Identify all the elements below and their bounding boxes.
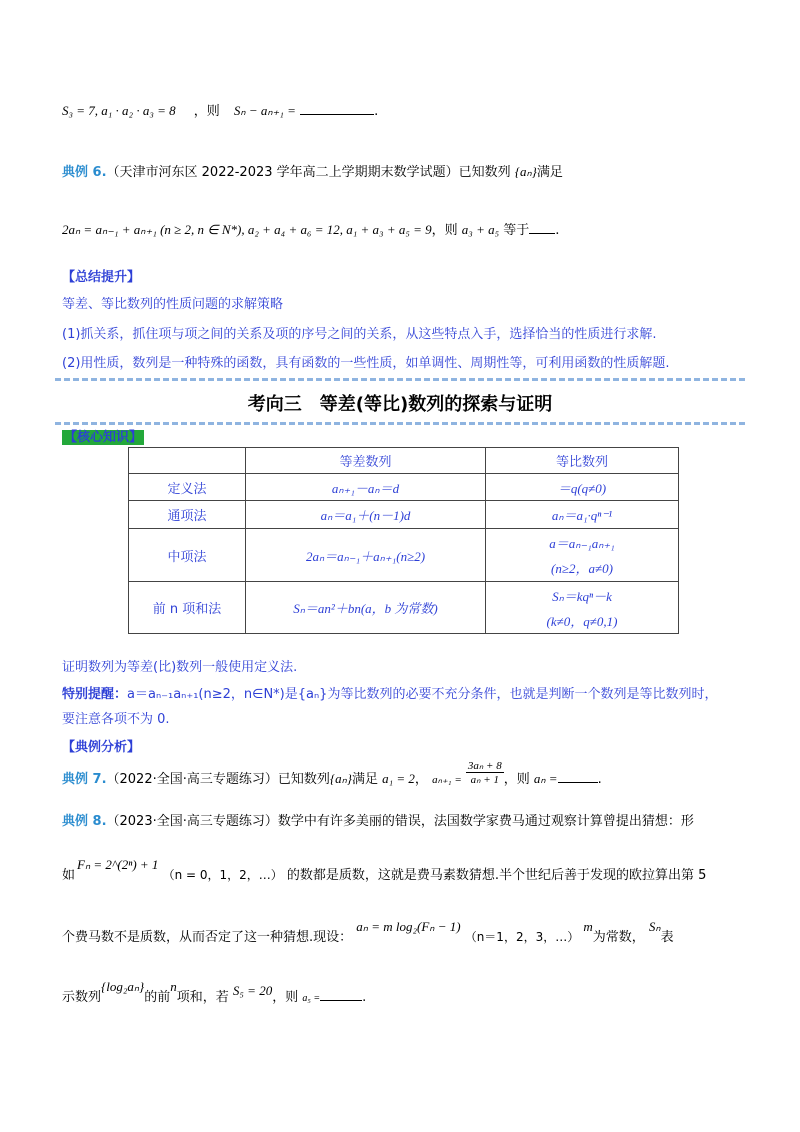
example-8-text: （2023·全国·高三专题练习）数学中有许多美丽的错误，法国数学家费马通过观察计算曾提出猜想：形	[106, 814, 694, 829]
equals-word: 等于	[503, 223, 530, 238]
example-8-line-3	[62, 919, 674, 945]
sn-symbol: Sₙ	[648, 919, 661, 934]
table-header-cell: 等差数列	[246, 448, 486, 474]
reminder-text: a＝aₙ₋₁aₙ₊₁(n≥2，n∈N*)是{aₙ}为等比数列的必要不充分条件，也就是判断一个数列是等比数列时，	[127, 687, 718, 702]
example-8-text: 的数都是质数，这就是费马素数猜想.半个世纪后善于发现的欧拉算出第 5	[286, 868, 707, 883]
fraction-numerator: 3aₙ + 8	[467, 760, 502, 772]
table-header-cell: 等比数列	[486, 448, 679, 474]
range-2: （n＝1，2，3，…）	[464, 930, 580, 944]
recurrence-formula: 2aₙ = aₙ₋₁ + aₙ₊₁ (n ≥ 2, n ∈ N*), a₂ + a₄ + a₆ = 12, a₁ + a₃ + a₅ = 9	[62, 222, 432, 237]
core-knowledge-tag	[62, 426, 144, 445]
answer-blank	[300, 114, 374, 115]
summary-tag: 【总结提升】	[62, 270, 141, 285]
method-name: 定义法	[129, 474, 246, 501]
arith-formula: aₙ＝a₁＋(n－1)d	[246, 501, 486, 529]
example-6-header	[62, 161, 563, 180]
example-6-formula	[62, 219, 559, 238]
table-header-row	[129, 448, 679, 474]
target-sum: a₃ + a₅	[461, 222, 500, 237]
analysis-tag: 【典例分析】	[62, 740, 141, 755]
geo-formula-line2: (k≠0，q≠0,1)	[546, 613, 618, 629]
example-8-text: 的前	[144, 990, 171, 1005]
arith-formula: aₙ₊₁－aₙ＝d	[246, 474, 486, 501]
table-row	[129, 529, 679, 582]
answer-blank	[558, 782, 598, 783]
comparison-table	[128, 447, 679, 634]
ru-word: 如	[62, 868, 76, 883]
given-condition: S₃ = 7, a₁ · a₂ · a₃ = 8	[62, 103, 176, 118]
geo-formula-line1: Sₙ＝kqⁿ－k	[552, 588, 612, 604]
recurrence-lhs: aₙ₊₁ =	[432, 774, 462, 786]
example-8-line-1	[62, 810, 694, 829]
example-8-text: 为常数，	[592, 930, 645, 945]
section-heading: 考向三 等差(等比)数列的探索与证明	[247, 394, 553, 415]
arith-formula: 2aₙ＝aₙ₋₁＋aₙ₊₁(n≥2)	[246, 529, 486, 582]
fraction-denominator: aₙ + 1	[470, 774, 499, 786]
period: .	[374, 104, 379, 119]
answer-blank	[320, 1000, 362, 1001]
geo-formula	[486, 582, 679, 634]
summary-point-1: (1)抓关系，抓住项与项之间的关系及项的序号之间的关系，从这些特点入手，选择恰当的性质进行求解.	[62, 327, 657, 342]
arith-formula: Sₙ＝an²＋bn(a，b 为常数)	[246, 582, 486, 634]
section-divider-bottom	[55, 422, 745, 425]
n-symbol: n	[170, 979, 177, 994]
period: .	[555, 223, 560, 238]
summary-point-2: (2)用性质，数列是一种特殊的函数，具有函数的一些性质，如单调性、周期性等，可利用函数的性质解题.	[62, 356, 670, 371]
period: .	[597, 772, 602, 787]
then-word: ，则	[193, 104, 220, 119]
sequence-symbol: {aₙ}	[514, 164, 537, 179]
table-header-cell	[129, 448, 246, 474]
geo-formula-line1: a＝aₙ₋₁aₙ₊₁	[549, 536, 615, 551]
core-knowledge-label: 【核心知识】	[64, 430, 143, 445]
method-name: 通项法	[129, 501, 246, 529]
example-6-source: （天津市河东区 2022-2023 学年高二上学期期末数学试题）已知数列	[106, 165, 511, 180]
reminder-line-2: 要注意各项不为 0.	[62, 712, 170, 727]
initial-term: a₁ = 2	[382, 771, 415, 786]
log-sequence: {log₂aₙ}	[101, 979, 145, 994]
example-7-line	[62, 760, 602, 787]
answer-blank	[529, 233, 555, 234]
answer-expression: aₙ =	[533, 771, 558, 786]
satisfy-word: 满足	[351, 772, 378, 787]
then-word: ，则	[431, 223, 458, 238]
example-7-source: （2022·全国·高三专题练习）已知数列	[106, 772, 330, 787]
example-8-text: 示数列	[62, 990, 102, 1005]
geo-formula	[486, 529, 679, 582]
example-8-line-4	[62, 979, 367, 1005]
fermat-formula: Fₙ = 2^(2ⁿ) + 1	[77, 857, 159, 872]
s5-condition: S₅ = 20	[232, 983, 273, 998]
sequence-symbol: {aₙ}	[329, 771, 352, 786]
example-8-text: 个费马数不是质数，从而否定了这一种猜想.现设：	[62, 930, 353, 945]
section-divider-top	[55, 378, 745, 381]
geo-formula-line2: (n≥2，a≠0)	[551, 561, 613, 576]
geo-formula: ＝q(q≠0)	[486, 474, 679, 501]
example-6-label: 典例 6.	[62, 165, 107, 180]
reminder-line-1	[62, 683, 717, 702]
top-condition-line	[62, 100, 378, 119]
example-8-label: 典例 8.	[62, 814, 107, 829]
range-1: （n = 0，1，2，…）	[162, 868, 283, 882]
reminder-label: 特别提醒：	[62, 687, 128, 702]
biao-word: 表	[660, 930, 674, 945]
answer-expression: a₅ =	[302, 993, 321, 1004]
table-row	[129, 582, 679, 634]
then-word: ，则	[272, 990, 299, 1005]
comma: ，	[414, 772, 428, 787]
then-word: ，则	[503, 772, 530, 787]
m-symbol: m	[583, 919, 593, 934]
example-8-text: 项和，若	[176, 990, 229, 1005]
example-8-line-2	[62, 857, 707, 883]
satisfy-word: 满足	[536, 165, 563, 180]
method-name: 中项法	[129, 529, 246, 582]
table-row	[129, 501, 679, 529]
proof-note: 证明数列为等差(比)数列一般使用定义法.	[62, 660, 298, 675]
target-expression: Sₙ − aₙ₊₁ =	[233, 103, 296, 118]
an-definition: aₙ = m log₂(Fₙ − 1)	[356, 919, 461, 934]
method-name: 前 n 项和法	[129, 582, 246, 634]
period: .	[362, 990, 367, 1005]
geo-formula: aₙ＝a₁·qⁿ⁻¹	[486, 501, 679, 529]
table-row	[129, 474, 679, 501]
summary-title: 等差、等比数列的性质问题的求解策略	[62, 297, 284, 312]
recurrence-fraction	[466, 759, 504, 786]
example-7-label: 典例 7.	[62, 772, 107, 787]
